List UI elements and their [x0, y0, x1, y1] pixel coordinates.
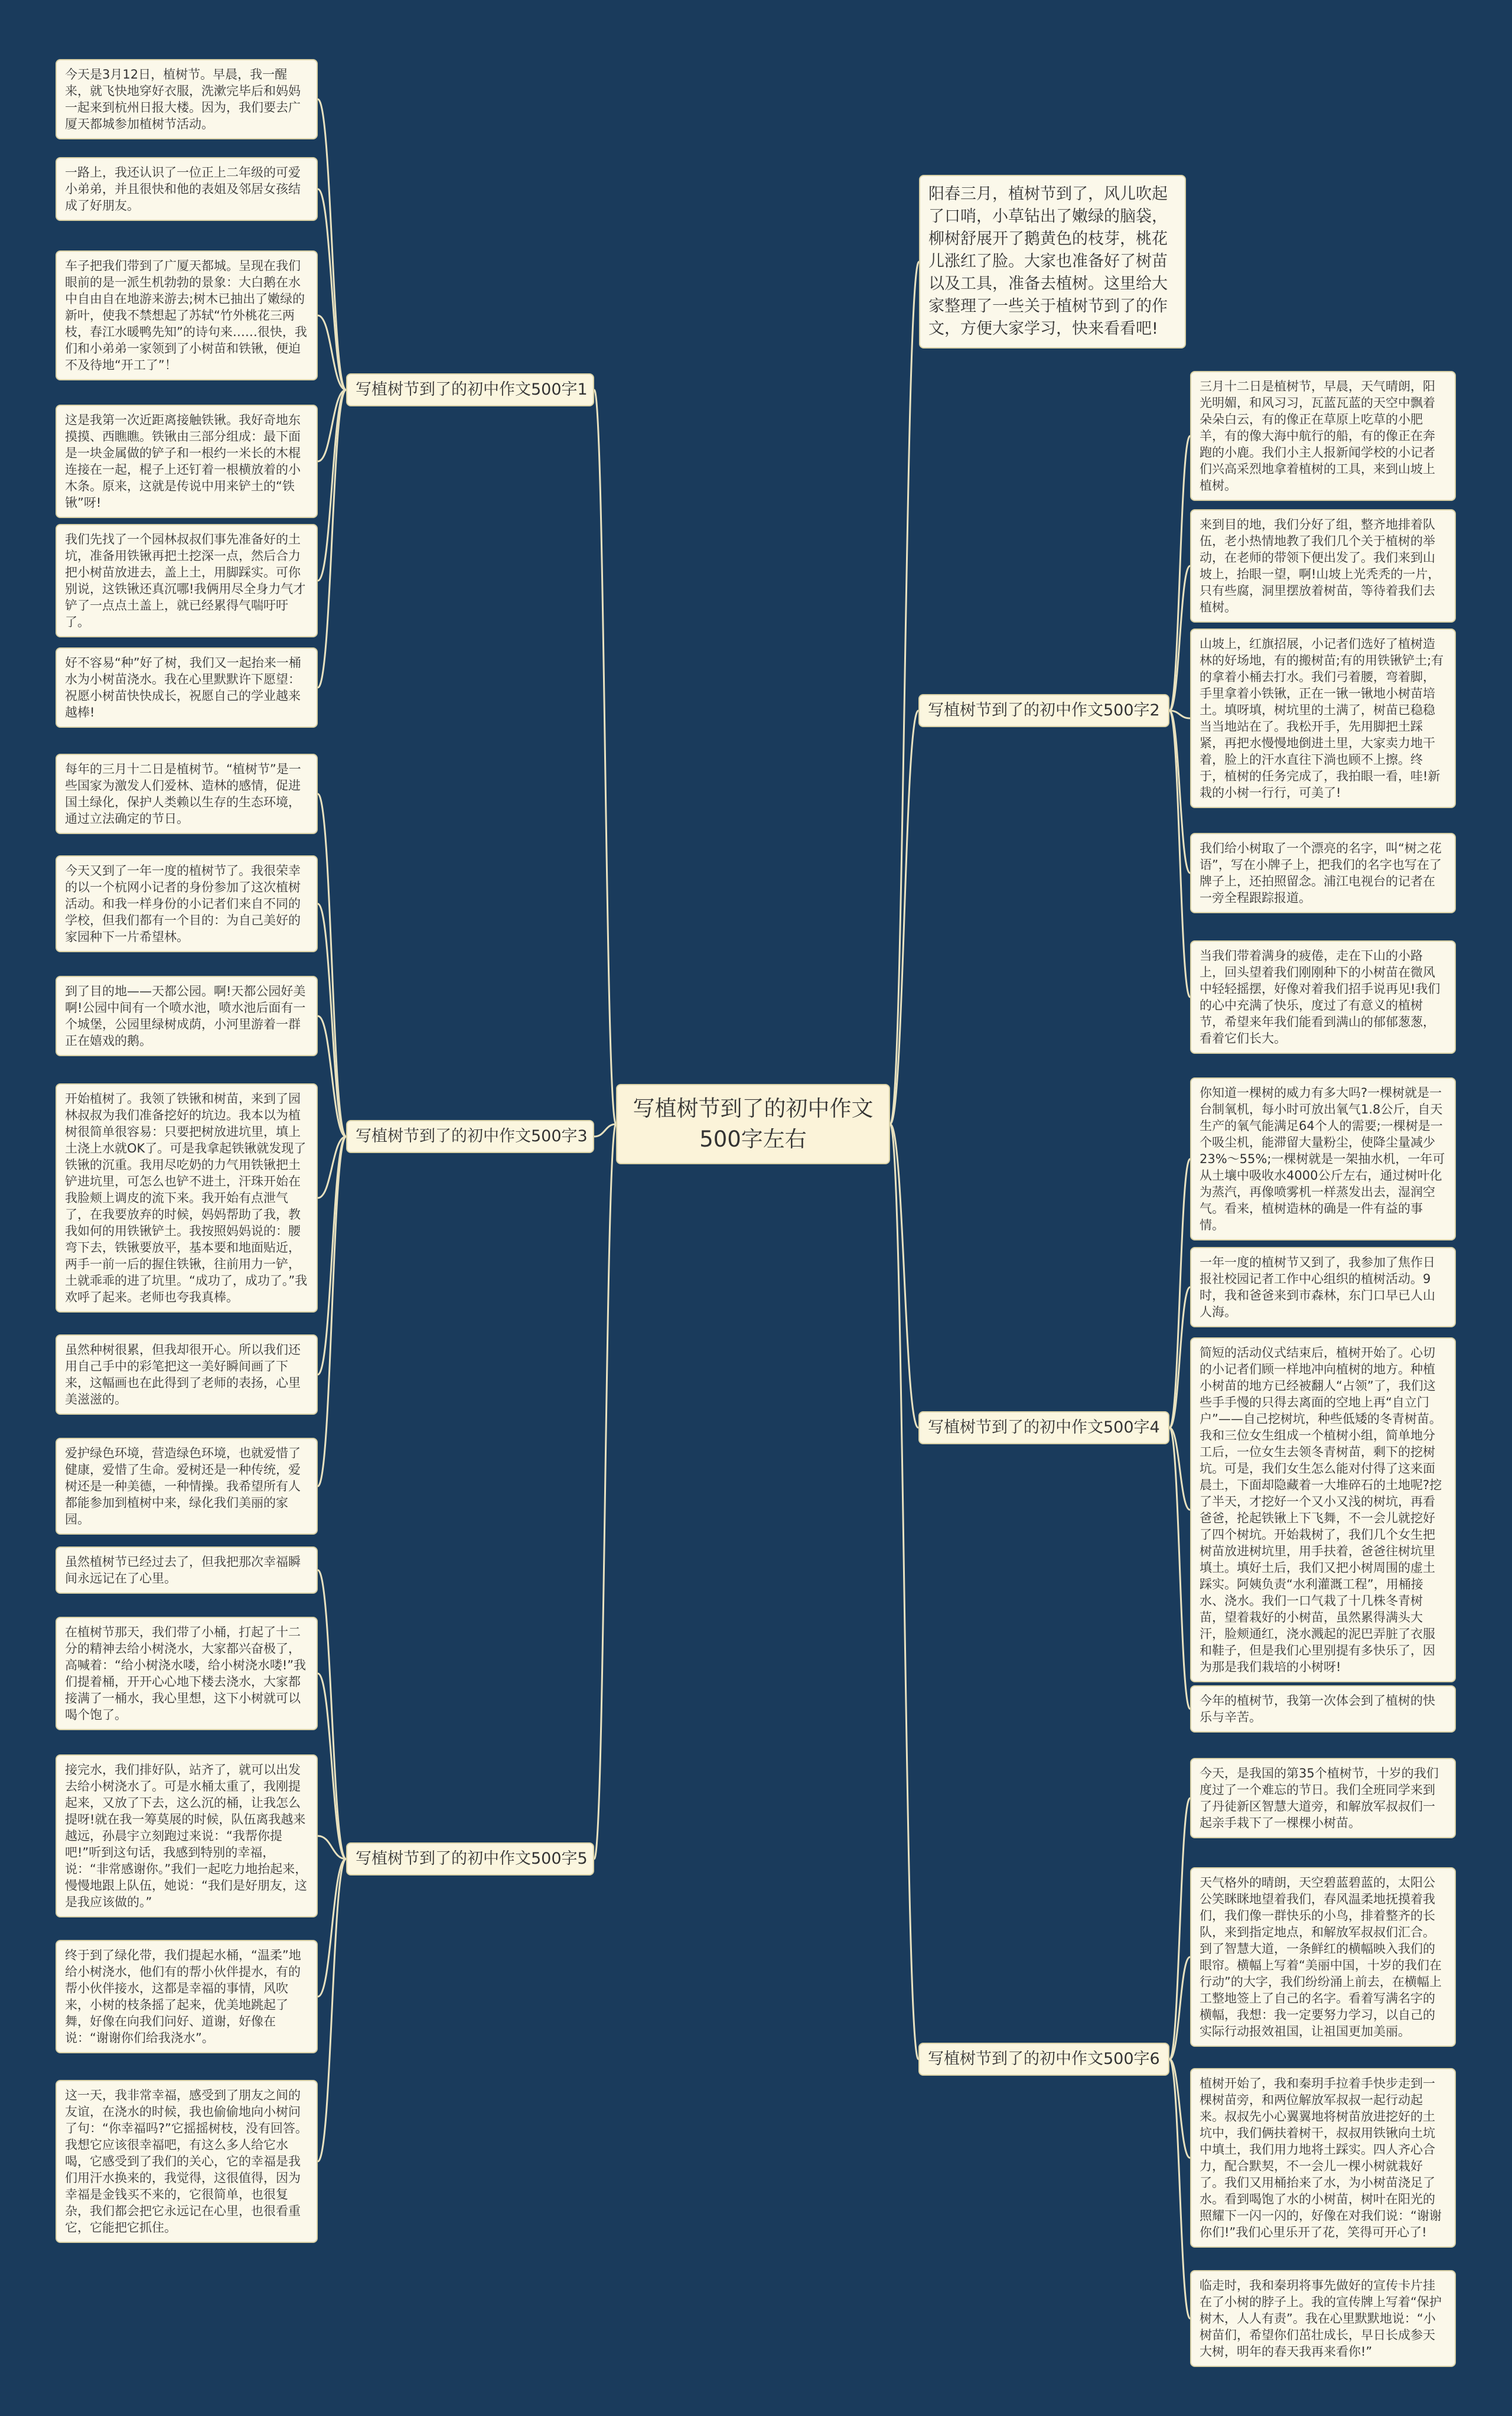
- connector-line: [1169, 711, 1190, 997]
- connector-line: [1169, 2059, 1190, 2158]
- leaf-note[interactable]: 今天，是我国的第35个植树节，十岁的我们度过了一个难忘的节日。我们全班同学来到了丹徒新区智慧大道旁，和解放军叔叔们一起亲手栽下了一棵棵小树苗。: [1190, 1758, 1456, 1838]
- leaf-note[interactable]: 一路上，我还认识了一位正上二年级的可爱小弟弟，并且很快和他的表姐及邻居女孩结成了好朋友。: [56, 157, 318, 221]
- intro-note: 阳春三月，植树节到了，风儿吹起了口哨，小草钻出了嫩绿的脑袋，柳树舒展开了鹅黄色的枝芽，桃花儿涨红了脸。大家也准备好了树苗以及工具，准备去植树。这里给大家整理了一些关于植树节到了的作文，方便大家学习，快来看看吧!: [919, 175, 1186, 349]
- leaf-note[interactable]: 当我们带着满身的疲倦，走在下山的小路上，回头望着我们刚刚种下的小树苗在微风中轻轻摇摆，好像对着我们招手说再见!我们的心中充满了快乐，度过了有意义的植树节，希望来年我们能看到满山的郁郁葱葱，看着它们长大。: [1190, 940, 1456, 1054]
- leaf-note[interactable]: 在植树节那天，我们带了小桶，打起了十二分的精神去给小树浇水，大家都兴奋极了，高喊着：“给小树浇水喽，给小树浇水喽!”我们提着桶，开开心心地下楼去浇水，大家都接满了一桶水，我心里想，这下小树就可以喝个饱了。: [56, 1617, 318, 1730]
- leaf-note[interactable]: 今年的植树节，我第一次体会到了植树的快乐与辛苦。: [1190, 1685, 1456, 1733]
- connector-line: [318, 1570, 346, 1859]
- connector-line: [318, 794, 346, 1137]
- leaf-note[interactable]: 到了目的地——天都公园。啊!天都公园好美啊!公园中间有一个喷水池，喷水池后面有一个城堡，公园里绿树成荫，小河里游着一群正在嬉戏的鹅。: [56, 976, 318, 1056]
- leaf-note[interactable]: 每年的三月十二日是植树节。“植树节”是一些国家为激发人们爱林、造林的感情，促进国土绿化，保护人类赖以生存的生态环境，通过立法确定的节日。: [56, 754, 318, 834]
- leaf-note[interactable]: 虽然种树很累，但我却很开心。所以我们还用自己手中的彩笔把这一美好瞬间画了下来，这幅画也在此得到了老师的表扬，心里美滋滋的。: [56, 1334, 318, 1415]
- connector-line: [594, 390, 616, 1124]
- branch-topic[interactable]: 写植树节到了的初中作文500字5: [346, 1842, 594, 1876]
- leaf-note[interactable]: 开始植树了。我领了铁锹和树苗，来到了园林叔叔为我们准备挖好的坑边。我本以为植树很简单很容易：只要把树放进坑里，填上土浇上水就OK了。可是我拿起铁锹就发现了铁锹的沉重。我用尽吃奶的力气用铁锹把土铲进坑里，可怎么也铲不进土，汗珠开始在我脸颊上调皮的流下来。我开始有点泄气了，在我要放弃的时候，妈妈帮助了我，教我如何的用铁锹铲土。我按照妈妈说的：腰弯下去，铁锹要放平，基本要和地面贴近，两手一前一后的握住铁锹，往前用力一铲，土就乖乖的进了坑里。“成功了，成功了。”我欢呼了起来。老师也夸我真棒。: [56, 1083, 318, 1313]
- leaf-note[interactable]: 一年一度的植树节又到了，我参加了焦作日报社校园记者工作中心组织的植树活动。9时，我和爸爸来到市森林，东门口早已人山人海。: [1190, 1247, 1456, 1327]
- leaf-note[interactable]: 来到目的地，我们分好了组，整齐地排着队伍，老小热情地教了我们几个关于植树的举动，在老师的带领下便出发了。我们来到山坡上，抬眼一望，啊!山坡上光秃秃的一片，只有些腐，洞里摆放着树苗，等待着我们去植树。: [1190, 509, 1456, 623]
- branch-topic[interactable]: 写植树节到了的初中作文500字1: [346, 373, 594, 406]
- leaf-note[interactable]: 这是我第一次近距离接触铁锹。我好奇地东摸摸、西瞧瞧。铁锹由三部分组成：最下面是一块金属做的铲子和一根约一米长的木棍连接在一起，棍子上还钉着一根横放着的小木条。原来，这就是传说中用来铲土的“铁锹”呀!: [56, 405, 318, 518]
- root-topic[interactable]: 写植树节到了的初中作文500字左右: [616, 1084, 890, 1164]
- connector-line: [890, 711, 918, 1124]
- leaf-note[interactable]: 好不容易“种”好了树，我们又一起抬来一桶水为小树苗浇水。我在心里默默许下愿望：祝愿小树苗快快成长，祝愿自己的学业越来越棒!: [56, 647, 318, 728]
- connector-line: [318, 1137, 346, 1375]
- connector-line: [890, 262, 919, 1124]
- leaf-note[interactable]: 山坡上，红旗招展，小记者们选好了植树造林的好场地，有的搬树苗;有的用铁锹铲土;有的拿着小桶去打水。我们弓着腰，弯着脚，手里拿着小铁锹，正在一锹一锹地小树苗培土。填呀填，树坑里的土满了，树苗已稳稳当当地站在了。我松开手，先用脚把土踩紧，再把水慢慢地倒进土里，大家卖力地干着，脸上的汗水直往下淌也顾不上擦。终于，植树的任务完成了，我拍眼一看，哇!新栽的小树一行行，可美了!: [1190, 629, 1456, 808]
- leaf-note[interactable]: 今天是3月12日，植树节。早晨，我一醒来，就飞快地穿好衣服，洗漱完毕后和妈妈一起来到杭州日报大楼。因为，我们要去广厦天都城参加植树节活动。: [56, 59, 318, 139]
- branch-topic[interactable]: 写植树节到了的初中作文500字2: [918, 694, 1169, 727]
- leaf-note[interactable]: 天气格外的晴朗，天空碧蓝碧蓝的，太阳公公笑眯眯地望着我们，春风温柔地抚摸着我们，我们像一群快乐的小鸟，排着整齐的长队，来到指定地点，和解放军叔叔们汇合。到了智慧大道，一条鲜红的横幅映入我们的眼帘。横幅上写着“美丽中国，十岁的我们在行动”的大字，我们纷纷涌上前去，在横幅上工整地签上了自己的名字。看着写满名字的横幅，我想：我一定要努力学习，以自己的实际行动报效祖国，让祖国更加美丽。: [1190, 1867, 1456, 2047]
- leaf-note[interactable]: 你知道一棵树的威力有多大吗?一棵树就是一台制氧机，每小时可放出氧气1.8公斤，自天生产的氧气能满足64个人的需要;一棵树是一个吸尘机，能滞留大量粉尘，使降尘量减少23%～55%;一棵树就是一架抽水机，一年可从土壤中吸收水4000公斤左右，通过树叶化为蒸汽，再像喷雾机一样蒸发出去，湿润空气。看来，植树造林的确是一件有益的事情。: [1190, 1077, 1456, 1240]
- connector-line: [594, 1124, 616, 1137]
- leaf-note[interactable]: 今天又到了一年一度的植树节了。我很荣幸的以一个杭网小记者的身份参加了这次植树活动。和我一样身份的小记者们来自不同的学校，但我们都有一个目的：为自己美好的家园种下一片希望林。: [56, 855, 318, 952]
- connector-line: [318, 99, 346, 390]
- branch-topic[interactable]: 写植树节到了的初中作文500字6: [918, 2043, 1169, 2076]
- leaf-note[interactable]: 简短的活动仪式结束后，植树开始了。心切的小记者们顾一样地冲向植树的地方。种植小树苗的地方已经被翻人“占领”了，我们这些手手慢的只得去离面的空地上再“自立门户”——自己挖树坑，种些低矮的冬青树苗。我和三位女生组成一个植树小组，简单地分工后，一位女生去领冬青树苗，剩下的挖树坑。可是，我们女生怎么能对付得了这来面晨土，下面却隐藏着一大堆碎石的土地呢?挖了半天，才挖好一个又小又浅的树坑，再看爸爸，抡起铁锹上下飞舞，不一会儿就挖好了四个树坑。开始栽树了，我们几个女生把树苗放进树坑里，用手扶着，爸爸往树坑里填土。填好土后，我们又把小树周围的虚土踩实。阿姨负责“水利灌溉工程”，用桶接水、浇水。我们一口气栽了十几株冬青树苗，望着栽好的小树苗，虽然累得满头大汗，脸颊通红，浇水溅起的泥巴弄脏了衣服和鞋子，但是我们心里别提有多快乐了，因为那是我们栽培的小树呀!: [1190, 1337, 1456, 1682]
- branch-topic[interactable]: 写植树节到了的初中作文500字3: [346, 1120, 594, 1153]
- connector-line: [318, 189, 346, 390]
- leaf-note[interactable]: 终于到了绿化带，我们提起水桶，“温柔”地给小树浇水，他们有的帮小伙伴提水，有的帮小伙伴接水，这都是幸福的事情，风吹来，小树的枝条摇了起来，优美地跳起了舞，好像在向我们问好、道谢，好像在说：“谢谢你们给我浇水”。: [56, 1940, 318, 2053]
- leaf-note[interactable]: 爱护绿色环境，营造绿色环境，也就爱惜了健康，爱惜了生命。爱树还是一种传统，爱树还是一种美德，一种情操。我希望所有人都能参加到植树中来，绿化我们美丽的家园。: [56, 1438, 318, 1535]
- leaf-note[interactable]: 临走时，我和秦玥将事先做好的宣传卡片挂在了小树的脖子上。我的宣传牌上写着“保护树木，人人有责”。我在心里默默地说：“小树苗们，希望你们茁壮成长，早日长成参天大树，明年的春天我再来看你!”: [1190, 2270, 1456, 2367]
- leaf-note[interactable]: 植树开始了，我和秦玥手拉着手快步走到一棵树苗旁，和两位解放军叔叔一起行动起来。叔叔先小心翼翼地将树苗放进挖好的土坑中，我们俩扶着树干，叔叔用铁锹向土坑中填土，我们用力地将土踩实。四人齐心合力，配合默契，不一会儿一棵小树就栽好了。我们又用桶抬来了水，为小树苗浇足了水。看到喝饱了水的小树苗，树叶在阳光的照耀下一闪一闪的，好像在对我们说：“谢谢你们!”我们心里乐开了花，笑得可开心了!: [1190, 2068, 1456, 2248]
- connector-line: [1169, 2059, 1190, 2319]
- leaf-note[interactable]: 车子把我们带到了广厦天都城。呈现在我们眼前的是一派生机勃勃的景象：大白鹅在水中自由自在地游来游去;树木已抽出了嫩绿的新叶，使我不禁想起了苏轼“竹外桃花三两枝，春江水暖鸭先知”的诗句来……很快，我们和小弟弟一家领到了小树苗和铁锹，便迫不及待地“开工了”！: [56, 250, 318, 380]
- leaf-note[interactable]: 这一天，我非常幸福，感受到了朋友之间的友谊，在浇水的时候，我也偷偷地向小树问了句：“你幸福吗?”它摇摇树枝，没有回答。我想它应该很幸福吧，有这么多人给它水喝，它感受到了我们的关心，它的幸福是我们用汗水换来的，我觉得，这很值得，因为幸福是金钱买不来的，它很简单，也很复杂，我们都会把它永远记在心里，也很看重它，它能把它抓住。: [56, 2080, 318, 2243]
- leaf-note[interactable]: 虽然植树节已经过去了，但我把那次幸福瞬间永远记在了心里。: [56, 1546, 318, 1594]
- connector-line: [318, 1137, 346, 1486]
- connector-line: [1169, 1798, 1190, 2059]
- leaf-note[interactable]: 我们给小树取了一个漂亮的名字，叫“树之花语”，写在小牌子上，把我们的名字也写在了牌子上，还拍照留念。浦江电视台的记者在一旁全程跟踪报道。: [1190, 833, 1456, 913]
- leaf-note[interactable]: 接完水，我们排好队，站齐了，就可以出发去给小树浇水了。可是水桶太重了，我刚提起来，又放了下去，这么沉的桶，让我怎么提呀!就在我一筹莫展的时候，队伍离我越来越远，孙晨宇立刻跑过来说：“我帮你提吧!”听到这句话，我感到特别的幸福，说：“非常感谢你。”我们一起吃力地抬起来，慢慢地跟上队伍，她说：“我们是好朋友，这是我应该做的。”: [56, 1754, 318, 1917]
- connector-line: [318, 1859, 346, 1997]
- leaf-note[interactable]: 三月十二日是植树节，早晨，天气晴朗，阳光明媚，和风习习，瓦蓝瓦蓝的天空中飘着朵朵白云，有的像正在草原上吃草的小肥羊，有的像大海中航行的船，有的像正在奔跑的小鹿。我们小主人报新闻学校的小记者们兴高采烈地拿着植树的工具，来到山坡上植树。: [1190, 371, 1456, 501]
- leaf-note[interactable]: 我们先找了一个园林叔叔们事先准备好的土坑，准备用铁锹再把土挖深一点，然后合力把小树苗放进去，盖上土，用脚踩实。可你别说，这铁锹还真沉哪!我俩用尽全身力气才铲了一点点土盖上，就已经累得气喘吁吁了。: [56, 524, 318, 637]
- connector-line: [318, 1859, 346, 2161]
- branch-topic[interactable]: 写植树节到了的初中作文500字4: [918, 1411, 1169, 1444]
- connector-line: [318, 390, 346, 688]
- connector-line: [1169, 1957, 1190, 2059]
- connector-line: [594, 1124, 616, 1859]
